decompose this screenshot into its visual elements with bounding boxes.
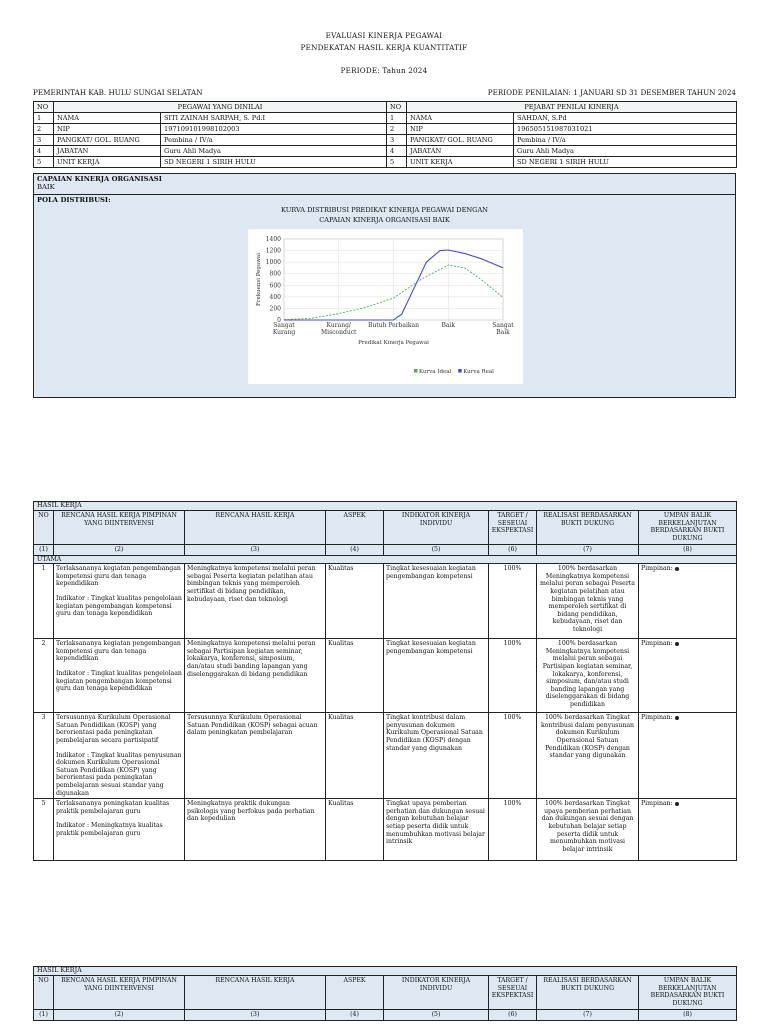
column-header: TARGET / SESEUAI EKSPEKTASI (489, 976, 537, 1010)
pejabat-value: Pembina / IV/a (514, 135, 737, 146)
legend-label: Kurva Real (463, 369, 494, 375)
umpan-balik-label: Pimpinan: (641, 800, 673, 808)
umpan-balik-label: Pimpinan: (641, 565, 673, 573)
y-tick-label: 800 (269, 270, 281, 278)
feedback-icon (675, 567, 679, 571)
hasil-kerja-row (34, 799, 737, 861)
feedback-icon (675, 642, 679, 646)
identity-label: NIP (407, 124, 514, 135)
column-number: (5) (384, 1010, 489, 1021)
hasil-kerja-table-continued (33, 966, 737, 1021)
identity-no: 4 (387, 146, 407, 157)
instansi-label: PEMERINTAH KAB. HULU SUNGAI SELATAN (33, 88, 203, 97)
column-header: UMPAN BALIK BERKELANJUTAN BERDASARKAN BUKTI DUKUNG (639, 976, 737, 1010)
x-tick-label: Baik (496, 329, 510, 336)
identity-label: JABATAN (407, 146, 514, 157)
hasil-kerja-title: HASIL KERJA (34, 967, 737, 976)
column-header: REALISASI BERDASARKAN BUKTI DUKUNG (537, 511, 639, 545)
row-no: 3 (34, 713, 54, 799)
rhk-pimpinan-text: Terlaksananya kegiatan pengembangan kompetensi guru dan tenaga kependidikan (56, 565, 181, 588)
identity-label: JABATAN (54, 146, 161, 157)
legend-swatch (458, 369, 462, 373)
column-number: (3) (185, 545, 326, 556)
y-tick-label: 600 (269, 282, 281, 290)
y-tick-label: 1000 (265, 259, 281, 267)
column-header: RENCANA HASIL KERJA (185, 511, 326, 545)
rhk-pimpinan-text: Tersusunnya Kurikulum Operasional Satuan Pendidikan (KOSP) yang berorientasi pada peningkatan pembelajaran secara partisipatif (56, 714, 171, 744)
y-tick-label: 1400 (265, 236, 281, 243)
hasil-kerja-table (33, 501, 737, 861)
row-no: 1 (34, 564, 54, 639)
identity-no: 4 (34, 146, 54, 157)
aspek: Kualitas (326, 799, 384, 861)
indikator-kinerja: Tingkat kesesuaian kegiatan pengembangan kompetensi (384, 639, 489, 713)
pejabat-value: 196505151987031021 (514, 124, 737, 135)
column-header: UMPAN BALIK BERKELANJUTAN BERDASARKAN BUKTI DUKUNG (639, 511, 737, 545)
x-tick-label: Sangat (273, 322, 295, 329)
hasil-kerja-row (34, 639, 737, 713)
no-header: NO (34, 102, 54, 113)
rhk-pimpinan-cell (54, 799, 185, 861)
pegawai-value: Guru Ahli Madya (161, 146, 387, 157)
pejabat-value: SD NEGERI 1 SIRIH HULU (514, 157, 737, 168)
pola-distribusi-label: POLA DISTRIBUSI: (37, 196, 111, 204)
column-number: (4) (326, 545, 384, 556)
feedback-icon (675, 802, 679, 806)
no-header: NO (387, 102, 407, 113)
identity-row (34, 146, 737, 157)
hasil-kerja-row (34, 564, 737, 639)
hasil-kerja-column-headers (34, 976, 737, 1010)
hasil-kerja-column-numbers (34, 1010, 737, 1021)
pegawai-dinilai-header: PEGAWAI YANG DINILAI (54, 102, 387, 113)
column-header: RENCANA HASIL KERJA PIMPINAN YANG DIINTERVENSI (54, 511, 185, 545)
identity-no: 1 (34, 113, 54, 124)
x-tick-label: Sangat (492, 322, 514, 329)
identity-label: NAMA (407, 113, 514, 124)
y-tick-label: 1200 (265, 247, 281, 255)
aspek: Kualitas (326, 564, 384, 639)
pegawai-value: SD NEGERI 1 SIRIH HULU (161, 157, 387, 168)
column-header: ASPEK (326, 511, 384, 545)
rencana-hasil-kerja: Meningkatnya kompetensi melalui peran sebagai Partisipan kegiatan seminar, lokakarya, konferensi, simposium, dan/atau studi banding lapangan yang diselenggarakan di bidang pendidikan (185, 639, 326, 713)
hasil-kerja-title: HASIL KERJA (34, 502, 737, 511)
column-number: (7) (537, 545, 639, 556)
umpan-balik-cell (639, 799, 737, 861)
y-tick-label: 400 (269, 293, 281, 301)
doc-title: EVALUASI KINERJA PEGAWAI (325, 31, 443, 40)
target: 100% (489, 799, 537, 861)
aspek: Kualitas (326, 713, 384, 799)
column-number: (8) (639, 545, 737, 556)
identity-no: 3 (387, 135, 407, 146)
target: 100% (489, 639, 537, 713)
column-header: INDIKATOR KINERJA INDIVIDU (384, 511, 489, 545)
identity-no: 2 (34, 124, 54, 135)
identity-table-header (34, 102, 737, 113)
identity-label: PANGKAT/ GOL. RUANG (54, 135, 161, 146)
column-number: (1) (34, 1010, 54, 1021)
periode-penilaian-label: PERIODE PENILAIAN: 1 JANUARI SD 31 DESEMBER TAHUN 2024 (487, 88, 736, 97)
column-header: REALISASI BERDASARKAN BUKTI DUKUNG (537, 976, 639, 1010)
column-number: (2) (54, 545, 185, 556)
column-number: (4) (326, 1010, 384, 1021)
column-number: (6) (489, 1010, 537, 1021)
legend-label: Kurva Ideal (419, 369, 452, 375)
realisasi: 100% berdasarkan Meningkatnya kompetensi melalui peran sebagai Peserta kegiatan pelatihan atau bimbingan teknis yang memperoleh sertifikat di bidang pendidikan, kebudayaan, riset dan teknologi (537, 564, 639, 639)
column-header: ASPEK (326, 976, 384, 1010)
pejabat-value: Guru Ahli Madya (514, 146, 737, 157)
rencana-hasil-kerja: Meningkatnya kompetensi melalui peran sebagai Peserta kegiatan pelatihan atau bimbingan teknis yang memperoleh sertifikat di bidang pendidikan, kebudayaan, riset dan teknologi (185, 564, 326, 639)
row-no: 2 (34, 639, 54, 713)
rencana-hasil-kerja: Tersusunnya Kurikulum Operasional Satuan Pendidikan (KOSP) sebagai acuan dalam peningkatan pembelajaran (185, 713, 326, 799)
x-tick-label: Baik (441, 322, 456, 329)
x-tick-label: Kurang/ (326, 322, 351, 329)
identity-label: UNIT KERJA (54, 157, 161, 168)
realisasi: 100% berdasarkan Meningkatnya kompetensi melalui peran sebagai Partisipan kegiatan seminar, lokakarya, konferensi, simposium, dan/atau studi banding lapangan yang diselenggarakan di bidang pendidikan (537, 639, 639, 713)
identity-no: 5 (34, 157, 54, 168)
identity-no: 1 (387, 113, 407, 124)
identity-row (34, 113, 737, 124)
rhk-pimpinan-cell (54, 639, 185, 713)
feedback-icon (675, 716, 679, 720)
column-header: INDIKATOR KINERJA INDIVIDU (384, 976, 489, 1010)
identity-no: 2 (387, 124, 407, 135)
rhk-pimpinan-indikator: Indikator : Tingkat kualitas pengelolaan kegiatan pengembangan kompetensi guru dan tenaga kependidikan (56, 669, 182, 693)
chart-title-line-2: CAPAIAN KINERJA ORGANISASI BAIK (319, 216, 450, 224)
x-axis-label: Predikat Kinerja Pegawai (358, 340, 429, 346)
umpan-balik-label: Pimpinan: (641, 714, 673, 722)
doc-periode: PERIODE: Tahun 2024 (340, 66, 428, 75)
umpan-balik-cell (639, 713, 737, 799)
identity-row (34, 124, 737, 135)
pegawai-value: Pembina / IV/a (161, 135, 387, 146)
pegawai-value: 197109101998102003 (161, 124, 387, 135)
aspek: Kualitas (326, 639, 384, 713)
column-header: TARGET / SESEUAI EKSPEKTASI (489, 511, 537, 545)
x-tick-label: Misconduct (321, 329, 357, 336)
indikator-kinerja: Tingkat upaya pemberian perhatian dan dukungan sesuai dengan kebutuhan belajar setiap peserta didik untuk menumbuhkan motivasi belajar intrinsik (384, 799, 489, 861)
identity-label: UNIT KERJA (407, 157, 514, 168)
identity-no: 5 (387, 157, 407, 168)
rhk-pimpinan-cell (54, 713, 185, 799)
identity-label: PANGKAT/ GOL. RUANG (407, 135, 514, 146)
header-row (33, 88, 736, 97)
identity-no: 3 (34, 135, 54, 146)
row-no: 5 (34, 799, 54, 861)
realisasi: 100% berdasarkan Tingkat upaya pemberian perhatian dan dukungan sesuai dengan kebutuhan belajar setiap peserta didik untuk menumbuhkan motivasi belajar intrinsik (537, 799, 639, 861)
umpan-balik-label: Pimpinan: (641, 640, 673, 648)
rhk-pimpinan-indikator: Indikator : Tingkat kualitas penyusunan dokumen Kurikulum Operasional Satuan Pendidikan (KOSP) yang berorientasi pada peningkatan pembelajaran sesuai standar yang digunakan (56, 751, 182, 797)
x-tick-label: Butuh Perbaikan (368, 322, 419, 329)
capaian-value: BAIK (37, 183, 55, 191)
capaian-kinerja-panel (33, 173, 736, 398)
distribution-chart (248, 229, 523, 384)
hasil-kerja-row (34, 713, 737, 799)
umpan-balik-cell (639, 564, 737, 639)
rhk-pimpinan-text: Terlaksananya kegiatan pengembangan kompetensi guru dan tenaga kependidikan (56, 640, 181, 663)
indikator-kinerja: Tingkat kesesuaian kegiatan pengembangan kompetensi (384, 564, 489, 639)
hasil-kerja-column-headers (34, 511, 737, 545)
rhk-pimpinan-indikator: Indikator : Tingkat kualitas pengelolaan kegiatan pengembangan kompetensi guru dan tenaga kependidikan (56, 594, 182, 618)
doc-subtitle: PENDEKATAN HASIL KERJA KUANTITATIF (300, 43, 468, 52)
identity-row (34, 157, 737, 168)
identity-label: NAMA (54, 113, 161, 124)
y-tick-label: 0 (277, 317, 281, 324)
section-utama: UTAMA (34, 555, 737, 564)
column-header: NO (34, 511, 54, 545)
column-number: (6) (489, 545, 537, 556)
hasil-kerja-column-numbers (34, 545, 737, 556)
indikator-kinerja: Tingkat kontribusi dalam penyusunan dokumen Kurikulum Operasional Satuan Pendidikan (KOSP) dengan standar yang digunakan (384, 713, 489, 799)
realisasi: 100% berdasarkan Tingkat kontribusi dalam penyusunan dokumen Kurikulum Operasional Satuan Pendidikan (KOSP) dengan standar yang digunakan (537, 713, 639, 799)
target: 100% (489, 564, 537, 639)
legend-swatch (414, 369, 418, 373)
identity-row (34, 135, 737, 146)
column-number: (8) (639, 1010, 737, 1021)
column-number: (1) (34, 545, 54, 556)
rhk-pimpinan-indikator: Indikator : Meningkatnya kualitas praktik pembelajaran guru (56, 822, 163, 837)
column-header: NO (34, 976, 54, 1010)
identity-table (33, 101, 737, 168)
pegawai-value: SITI ZAINAH SARPAH, S. Pd.I (161, 113, 387, 124)
column-header: RENCANA HASIL KERJA (185, 976, 326, 1010)
column-number: (5) (384, 545, 489, 556)
x-tick-label: Kurang (272, 329, 296, 336)
column-number: (2) (54, 1010, 185, 1021)
y-tick-label: 200 (269, 305, 281, 313)
column-number: (7) (537, 1010, 639, 1021)
identity-label: NIP (54, 124, 161, 135)
distribution-chart-svg (248, 229, 523, 384)
target: 100% (489, 713, 537, 799)
pejabat-value: SAHDAN, S.Pd (514, 113, 737, 124)
rhk-pimpinan-cell (54, 564, 185, 639)
pejabat-penilai-header: PEJABAT PENILAI KINERJA (407, 102, 737, 113)
column-header: RENCANA HASIL KERJA PIMPINAN YANG DIINTERVENSI (54, 976, 185, 1010)
rencana-hasil-kerja: Meningkatnya praktik dukungan psikologis yang berfokus pada perhatian dan kepedulian (185, 799, 326, 861)
column-number: (3) (185, 1010, 326, 1021)
chart-title-line-1: KURVA DISTRIBUSI PREDIKAT KINERJA PEGAWAI DENGAN (281, 206, 488, 214)
rhk-pimpinan-text: Terlaksananya peningkatan kualitas praktik pembelajaran guru (56, 800, 170, 815)
capaian-label: CAPAIAN KINERJA ORGANISASI (37, 175, 162, 183)
umpan-balik-cell (639, 639, 737, 713)
y-axis-label: Frekuensi Pegawai (256, 253, 262, 306)
